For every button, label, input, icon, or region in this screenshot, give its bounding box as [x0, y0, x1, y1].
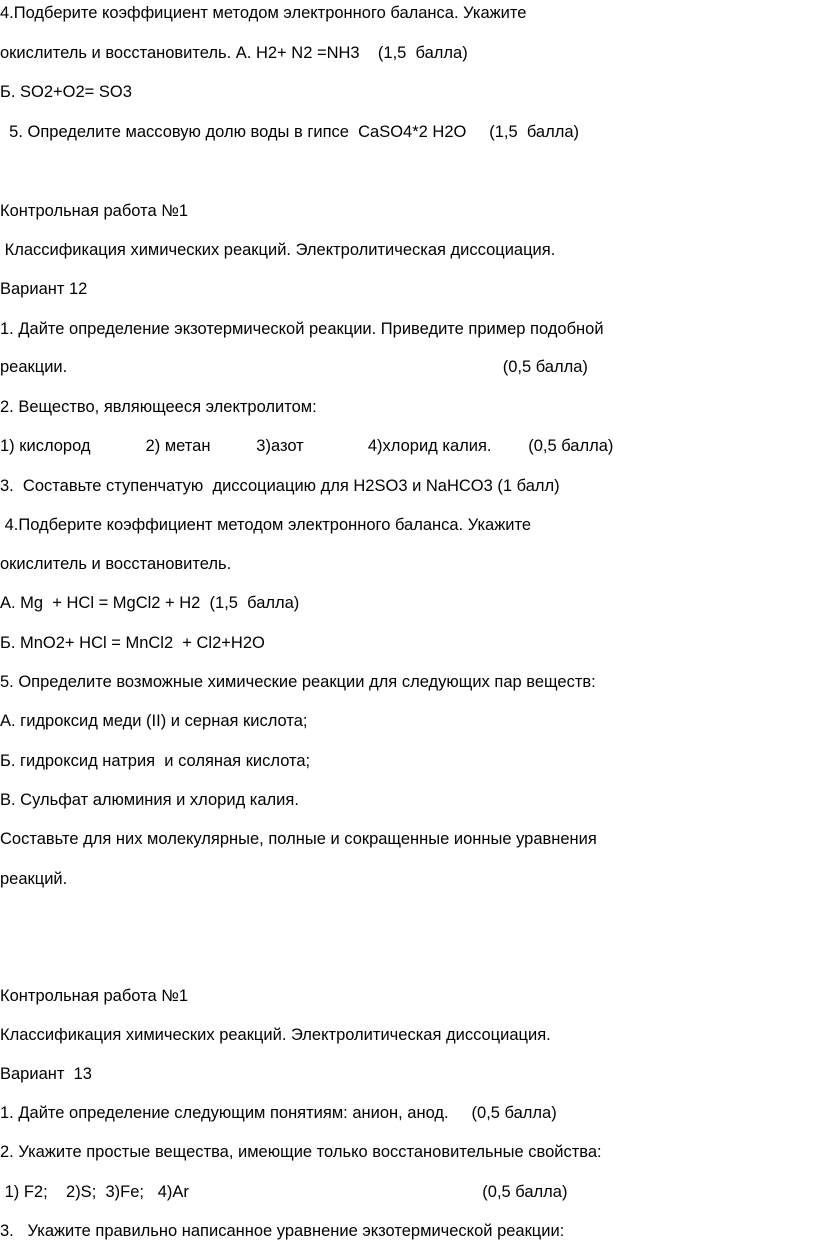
- text-line: 2. Укажите простые вещества, имеющие только восстановительные свойства:: [0, 1143, 602, 1161]
- text-line: 1) кислород 2) метан 3)азот 4)хлорид калия. (0,5 балла): [0, 437, 614, 455]
- text-line: 1. Дайте определение следующим понятиям: анион, анод. (0,5 балла): [0, 1104, 557, 1122]
- text-line: 5. Определите массовую долю воды в гипсе CaSO4*2 H2O (1,5 балла): [0, 123, 580, 141]
- text-line: 3. Укажите правильно написанное уравнение экзотермической реакции:: [0, 1222, 565, 1240]
- text-line: окислитель и восстановитель.: [0, 555, 232, 573]
- text-line: 5. Определите возможные химические реакции для следующих пар веществ:: [0, 673, 596, 691]
- text-line: Вариант 13: [0, 1065, 92, 1083]
- text-line: Классификация химических реакций. Электролитическая диссоциация.: [0, 1026, 551, 1044]
- text-line: 4.Подберите коэффициент методом электронного баланса. Укажите: [0, 4, 527, 22]
- text-line: Контрольная работа №1: [0, 202, 189, 220]
- text-line: Классификация химических реакций. Электролитическая диссоциация.: [0, 241, 556, 259]
- text-line: реакции. (0,5 балла): [0, 358, 588, 376]
- text-line: Вариант 12: [0, 280, 88, 298]
- text-line: реакций.: [0, 870, 68, 888]
- text-line: 1. Дайте определение экзотермической реакции. Приведите пример подобной: [0, 320, 604, 338]
- text-line: Составьте для них молекулярные, полные и сокращенные ионные уравнения: [0, 830, 597, 848]
- text-line: 4.Подберите коэффициент методом электронного баланса. Укажите: [0, 516, 532, 534]
- text-line: окислитель и восстановитель. А. H2+ N2 =NH3 (1,5 балла): [0, 44, 468, 62]
- text-line: Б. MnO2+ HCl = MnCl2 + Cl2+H2O: [0, 634, 265, 652]
- text-line: Контрольная работа №1: [0, 987, 189, 1005]
- text-line: А. Mg + HCl = MgCl2 + H2 (1,5 балла): [0, 594, 300, 612]
- text-line: 2. Вещество, являющееся электролитом:: [0, 398, 317, 416]
- text-line: Б. SO2+O2= SO3: [0, 83, 132, 101]
- text-line: В. Сульфат алюминия и хлорид калия.: [0, 791, 299, 809]
- text-line: А. гидроксид меди (II) и серная кислота;: [0, 712, 308, 730]
- text-line: 3. Составьте ступенчатую диссоциацию для H2SO3 и NaHCO3 (1 балл): [0, 477, 560, 495]
- text-line: Б. гидроксид натрия и соляная кислота;: [0, 752, 311, 770]
- text-line: 1) F2; 2)S; 3)Fe; 4)Ar (0,5 балла): [0, 1183, 568, 1201]
